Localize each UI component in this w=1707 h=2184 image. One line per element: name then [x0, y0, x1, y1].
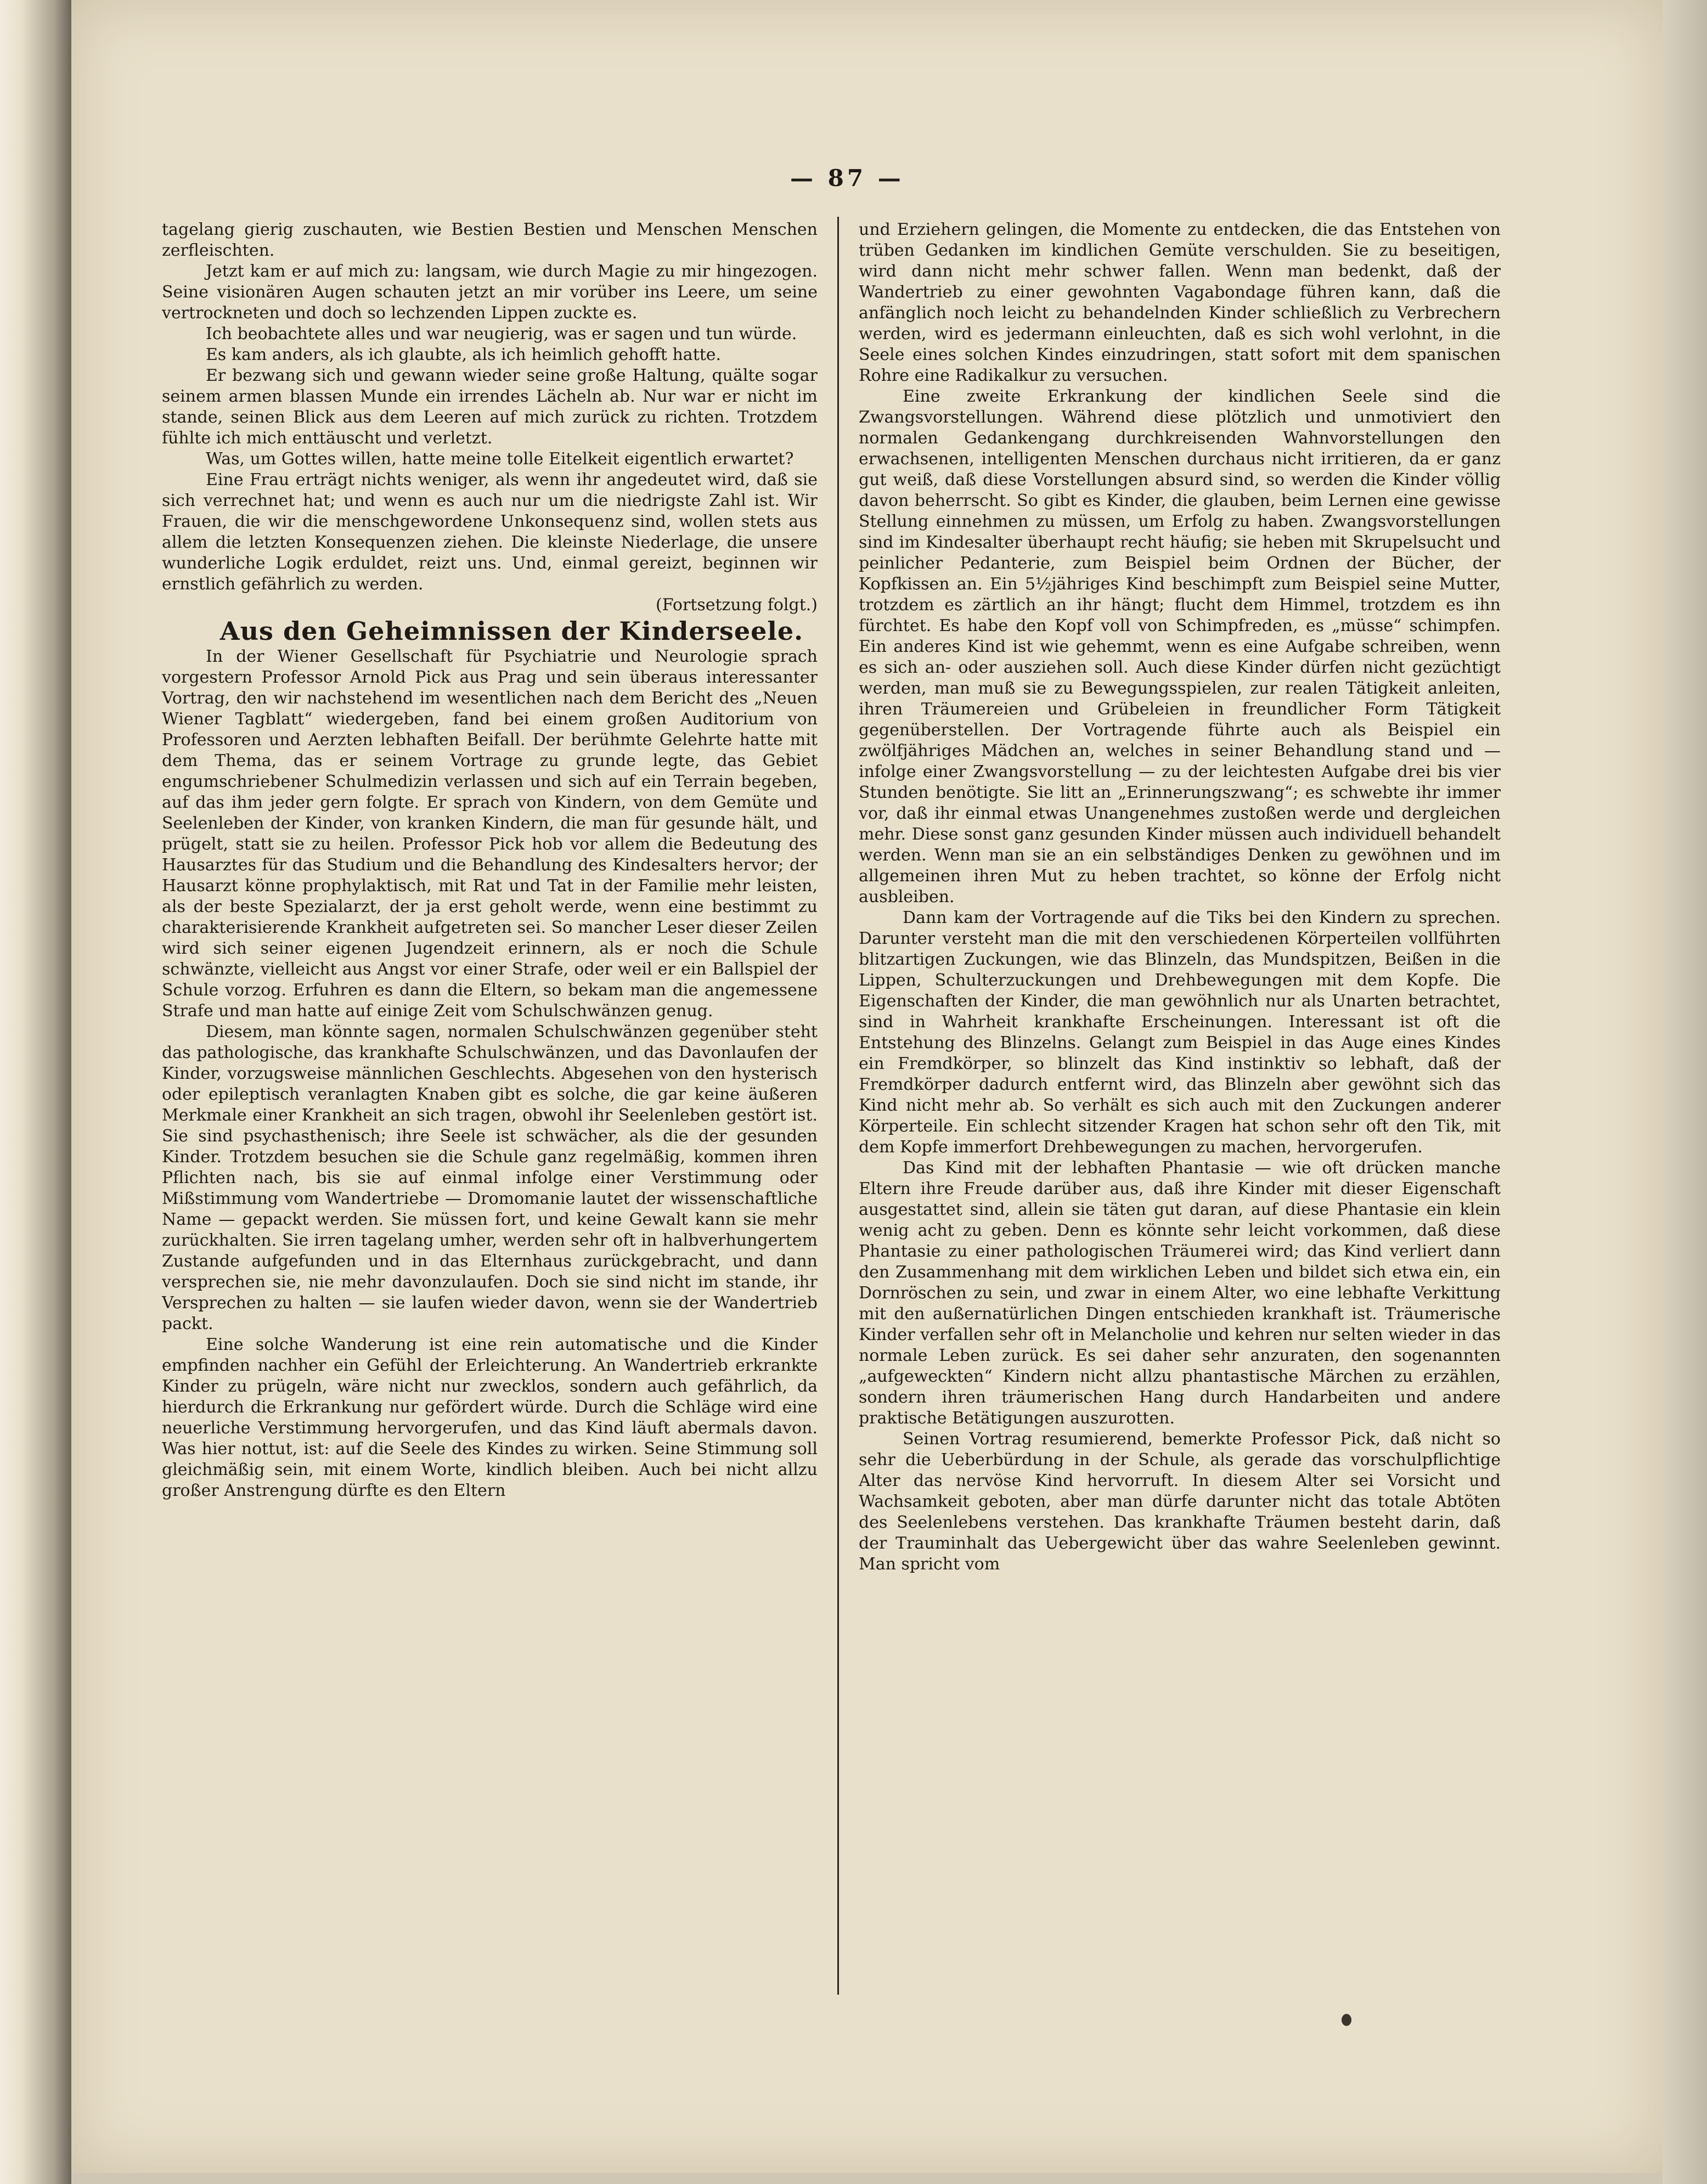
paragraph: In der Wiener Gesellschaft für Psychiatrie und Neurologie sprach vorgestern Professor Arnold Pick aus Prag und sein überaus interessanter Vortrag, den wir nachstehend im wesentlichen nach dem Bericht des „Neuen Wiener Tagblatt“ wiedergeben, fand bei einem großen Auditorium von Professoren und Aerzten lebhaften Beifall. Der berühmte Gelehrte hatte mit dem Thema, das er seinem Vortrage zu grunde legte, das Gebiet engumschriebener Schulmedizin verlassen und sich auf ein Terrain begeben, auf das ihm jeder gern folgte. Er sprach von Kindern, von dem Gemüte und Seelenleben der Kinder, von kranken Kindern, die man für gesunde hält, und prügelt, statt sie zu heilen. Professor Pick hob vor allem die Bedeutung des Hausarztes für das Studium und die Behandlung des Kindesalters hervor; der Hausarzt könne prophylaktisch, mit Rat und Tat in der Familie mehr leisten, als der beste Spezialarzt, der ja erst geholt werde, wenn eine bestimmt zu charakterisierende Krankheit aufgetreten sei. So mancher Leser dieser Zeilen wird sich seiner eigenen Jugendzeit erinnern, als er noch die Schule schwänzte, vielleicht aus Angst vor einer Strafe, oder weil er ein Ballspiel der Schule vorzog. Erfuhren es dann die Eltern, so bekam man die angemessene Strafe und man hatte auf einige Zeit vom Schulschwänzen genug.: [162, 647, 818, 1021]
paragraph: Seinen Vortrag resumierend, bemerkte Professor Pick, daß nicht so sehr die Ueberbürdung in der Schule, als gerade das vorschulpflichtige Alter das nervöse Kind hervorruft. In diesem Alter sei Vorsicht und Wachsamkeit geboten, aber man dürfe darunter nicht das totale Abtöten des Seelenlebens verstehen. Das krankhafte Träumen besteht darin, daß der Trauminhalt das Uebergewicht über das wahre Seelenleben gewinnt. Man spricht vom: [859, 1429, 1501, 1574]
paragraph: Dann kam der Vortragende auf die Tiks bei den Kindern zu sprechen. Darunter versteht man die mit den verschiedenen Körperteilen vollführten blitzartigen Zuckungen, wie das Blinzeln, das Mundspitzen, Beißen in die Lippen, Schulterzuckungen und Drehbewegungen mit dem Kopfe. Die Eigenschaften der Kinder, die man gewöhnlich nur als Unarten betrachtet, sind in Wahrheit krankhafte Erscheinungen. Interessant ist oft die Entstehung des Blinzelns. Gelangt zum Beispiel in das Auge eines Kindes ein Fremdkörper, so blinzelt das Kind instinktiv so lebhaft, daß der Fremdkörper dadurch entfernt wird, das Blinzeln aber gewöhnt sich das Kind nicht mehr ab. So verhält es sich auch mit den Zuckungen anderer Körperteile. Ein schlecht sitzender Kragen hat schon sehr oft den Tik, mit dem Kopfe immerfort Drehbewegungen zu machen, hervorgerufen.: [859, 908, 1501, 1157]
paragraph: Es kam anders, als ich glaubte, als ich heimlich gehofft hatte.: [206, 345, 722, 364]
page-number: — 87 —: [790, 165, 904, 192]
column-divider: [837, 217, 839, 1995]
paragraph: Jetzt kam er auf mich zu: langsam, wie durch Magie zu mir hingezogen. Seine visionären Augen schauten jetzt an mir vorüber ins Leere, um seine vertrockneten und doch so lechzenden Lippen zuckte es.: [162, 262, 818, 323]
right-column: [859, 219, 1501, 1575]
paragraph: Das Kind mit der lebhaften Phantasie — wie oft drücken manche Eltern ihre Freude darüber aus, daß ihre Kinder mit dieser Eigenschaft ausgestattet sind, allein sie täten gut daran, auf diese Phantasie ein klein wenig acht zu geben. Denn es könnte sehr leicht vorkommen, daß diese Phantasie zu einer pathologischen Träumerei wird; das Kind verliert dann den Zusammenhang mit dem wirklichen Leben und bildet sich etwa ein, ein Dornröschen zu sein, und zwar in einem Alter, wo eine lebhafte Verkittung mit den außernatürlichen Dingen entschieden krankhaft ist. Träumerische Kinder verfallen sehr oft in Melancholie und kehren nur selten wieder in das normale Leben zurück. Es sei daher sehr anzuraten, den sogenannten „aufgeweckten“ Kindern nicht allzu phantastische Märchen zu erzählen, sondern ihren träumerischen Hang durch Handarbeiten und andere praktische Betätigungen auszurotten.: [859, 1158, 1501, 1428]
paragraph: und Erziehern gelingen, die Momente zu entdecken, die das Entstehen von trüben Gedanken im kindlichen Gemüte verschulden. Sie zu beseitigen, wird dann nicht mehr schwer fallen. Wenn man bedenkt, daß der Wandertrieb zu einer gewohnten Vagabondage führen kann, daß die anfänglich noch leicht zu behandelnden Kinder schließlich zu Verbrechern werden, wird es jedermann einleuchten, daß es sich wohl verlohnt, in die Seele eines solchen Kindes einzudringen, statt sofort mit dem spanischen Rohre eine Radikalkur zu versuchen.: [859, 220, 1501, 385]
paragraph: tagelang gierig zuschauten, wie Bestien Bestien und Menschen Menschen zerfleischten.: [162, 220, 818, 260]
scan-right-edge: [1663, 0, 1707, 2184]
paragraph: Was, um Gottes willen, hatte meine tolle Eitelkeit eigentlich erwartet?: [206, 449, 794, 469]
continued-note: (Fortsetzung folgt.): [656, 595, 818, 615]
scan-left-edge: [0, 0, 71, 2184]
ink-speck: [1342, 2014, 1351, 2026]
paragraph: Er bezwang sich und gewann wieder seine große Haltung, quälte sogar seinem armen blassen Munde ein irrendes Lächeln ab. Nur war er nicht im stande, seinen Blick aus dem Leeren auf mich zurück zu richten. Trotzdem fühlte ich mich enttäuscht und verletzt.: [162, 366, 818, 448]
paragraph: Ich beobachtete alles und war neugierig, was er sagen und tun würde.: [206, 324, 797, 344]
paragraph: Eine Frau erträgt nichts weniger, als wenn ihr angedeutet wird, daß sie sich verrechnet hat; und wenn es auch nur um die niedrigste Zahl ist. Wir Frauen, die wir die menschgewordene Unkonsequenz sind, wollen stets aus allem die letzten Konsequenzen ziehen. Die kleinste Niederlage, die unsere wunderliche Logik erduldet, reizt uns. Und, einmal gereizt, beginnen wir ernstlich gefährlich zu werden.: [162, 470, 818, 594]
paragraph: Eine solche Wanderung ist eine rein automatische und die Kinder empfinden nachher ein Gefühl der Erleichterung. An Wandertrieb erkrankte Kinder zu prügeln, wäre nicht nur zwecklos, sondern auch gefährlich, da hierdurch die Erkrankung nur gefördert würde. Durch die Schläge wird eine neuerliche Verstimmung hervorgerufen, und das Kind läuft abermals davon. Was hier nottut, ist: auf die Seele des Kindes zu wirken. Seine Stimmung soll gleichmäßig sein, mit einem Worte, kindlich bleiben. Auch bei nicht allzu großer Anstrengung dürfte es den Eltern: [162, 1335, 818, 1500]
left-column: [162, 219, 818, 1501]
article-title: Aus den Geheimnissen der Kinderseele.: [219, 616, 804, 646]
paragraph: Diesem, man könnte sagen, normalen Schulschwänzen gegenüber steht das pathologische, das krankhafte Schulschwänzen, und das Davonlaufen der Kinder, vorzugsweise männlichen Geschlechts. Abgesehen von den hysterisch oder epileptisch veranlagten Knaben gibt es solche, die gar keine äußeren Merkmale einer Krankheit an sich tragen, obwohl ihr Seelenleben gestört ist. Sie sind psychasthenisch; ihre Seele ist schwächer, als die der gesunden Kinder. Trotzdem besuchen sie die Schule ganz regelmäßig, kommen ihren Pflichten nach, bis sie auf einmal infolge einer Verstimmung oder Mißstimmung vom Wandertriebe — Dromomanie lautet der wissenschaftliche Name — gepackt werden. Sie müssen fort, und keine Gewalt kann sie mehr zurückhalten. Sie irren tagelang umher, werden sehr oft in halbverhungertem Zustande aufgefunden und in das Elternhaus zurückgebracht, und dann versprechen sie, nie mehr davonzulaufen. Doch sie sind nicht im stande, ihr Versprechen zu halten — sie laufen wieder davon, wenn sie der Wandertrieb packt.: [162, 1022, 818, 1333]
paragraph: Eine zweite Erkrankung der kindlichen Seele sind die Zwangsvorstellungen. Während diese plötzlich und unmotiviert den normalen Gedankengang durchkreisenden Wahnvorstellungen den erwachsenen, intelligenten Menschen durchaus nicht irritieren, da er ganz gut weiß, daß diese Vorstellungen absurd sind, so werden die Kinder völlig davon beherrscht. So gibt es Kinder, die glauben, beim Lernen eine gewisse Stellung einnehmen zu müssen, um Erfolg zu haben. Zwangsvorstellungen sind im Kindesalter überhaupt recht häufig; sie heben mit Skrupelsucht und peinlicher Pedanterie, zum Beispiel beim Ordnen der Bücher, der Kopfkissen an. Ein 5½jähriges Kind beschimpft zum Beispiel seine Mutter, trotzdem es zärtlich an ihr hängt; flucht dem Himmel, trotzdem es ihn fürchtet. Es habe den Kopf voll von Schimpfreden, es „müsse“ schimpfen. Ein anderes Kind ist wie gehemmt, wenn es eine Aufgabe schreiben, wenn es sich an- oder ausziehen soll. Auch diese Kinder dürfen nicht gezüchtigt werden, man muß sie zu Bewegungsspielen, zur realen Tätigkeit anleiten, ihren Träumereien und Grübeleien in freundlicher Form Tätigkeit gegenüberstellen. Der Vortragende führte auch als Beispiel ein zwölfjähriges Mädchen an, welches in seiner Behandlung stand und — infolge einer Zwangsvorstellung — zu der leichtesten Aufgabe drei bis vier Stunden benötigte. Sie litt an „Erinnerungszwang“; es schwebte ihr immer vor, daß ihr einmal etwas Unangenehmes zustoßen werde und dergleichen mehr. Diese sonst ganz gesunden Kinder müssen auch individuell behandelt werden. Wenn man sie an ein selbständiges Denken zu gewöhnen und im allgemeinen ihren Mut zu heben trachtet, so könne der Erfolg nicht ausbleiben.: [859, 387, 1501, 907]
